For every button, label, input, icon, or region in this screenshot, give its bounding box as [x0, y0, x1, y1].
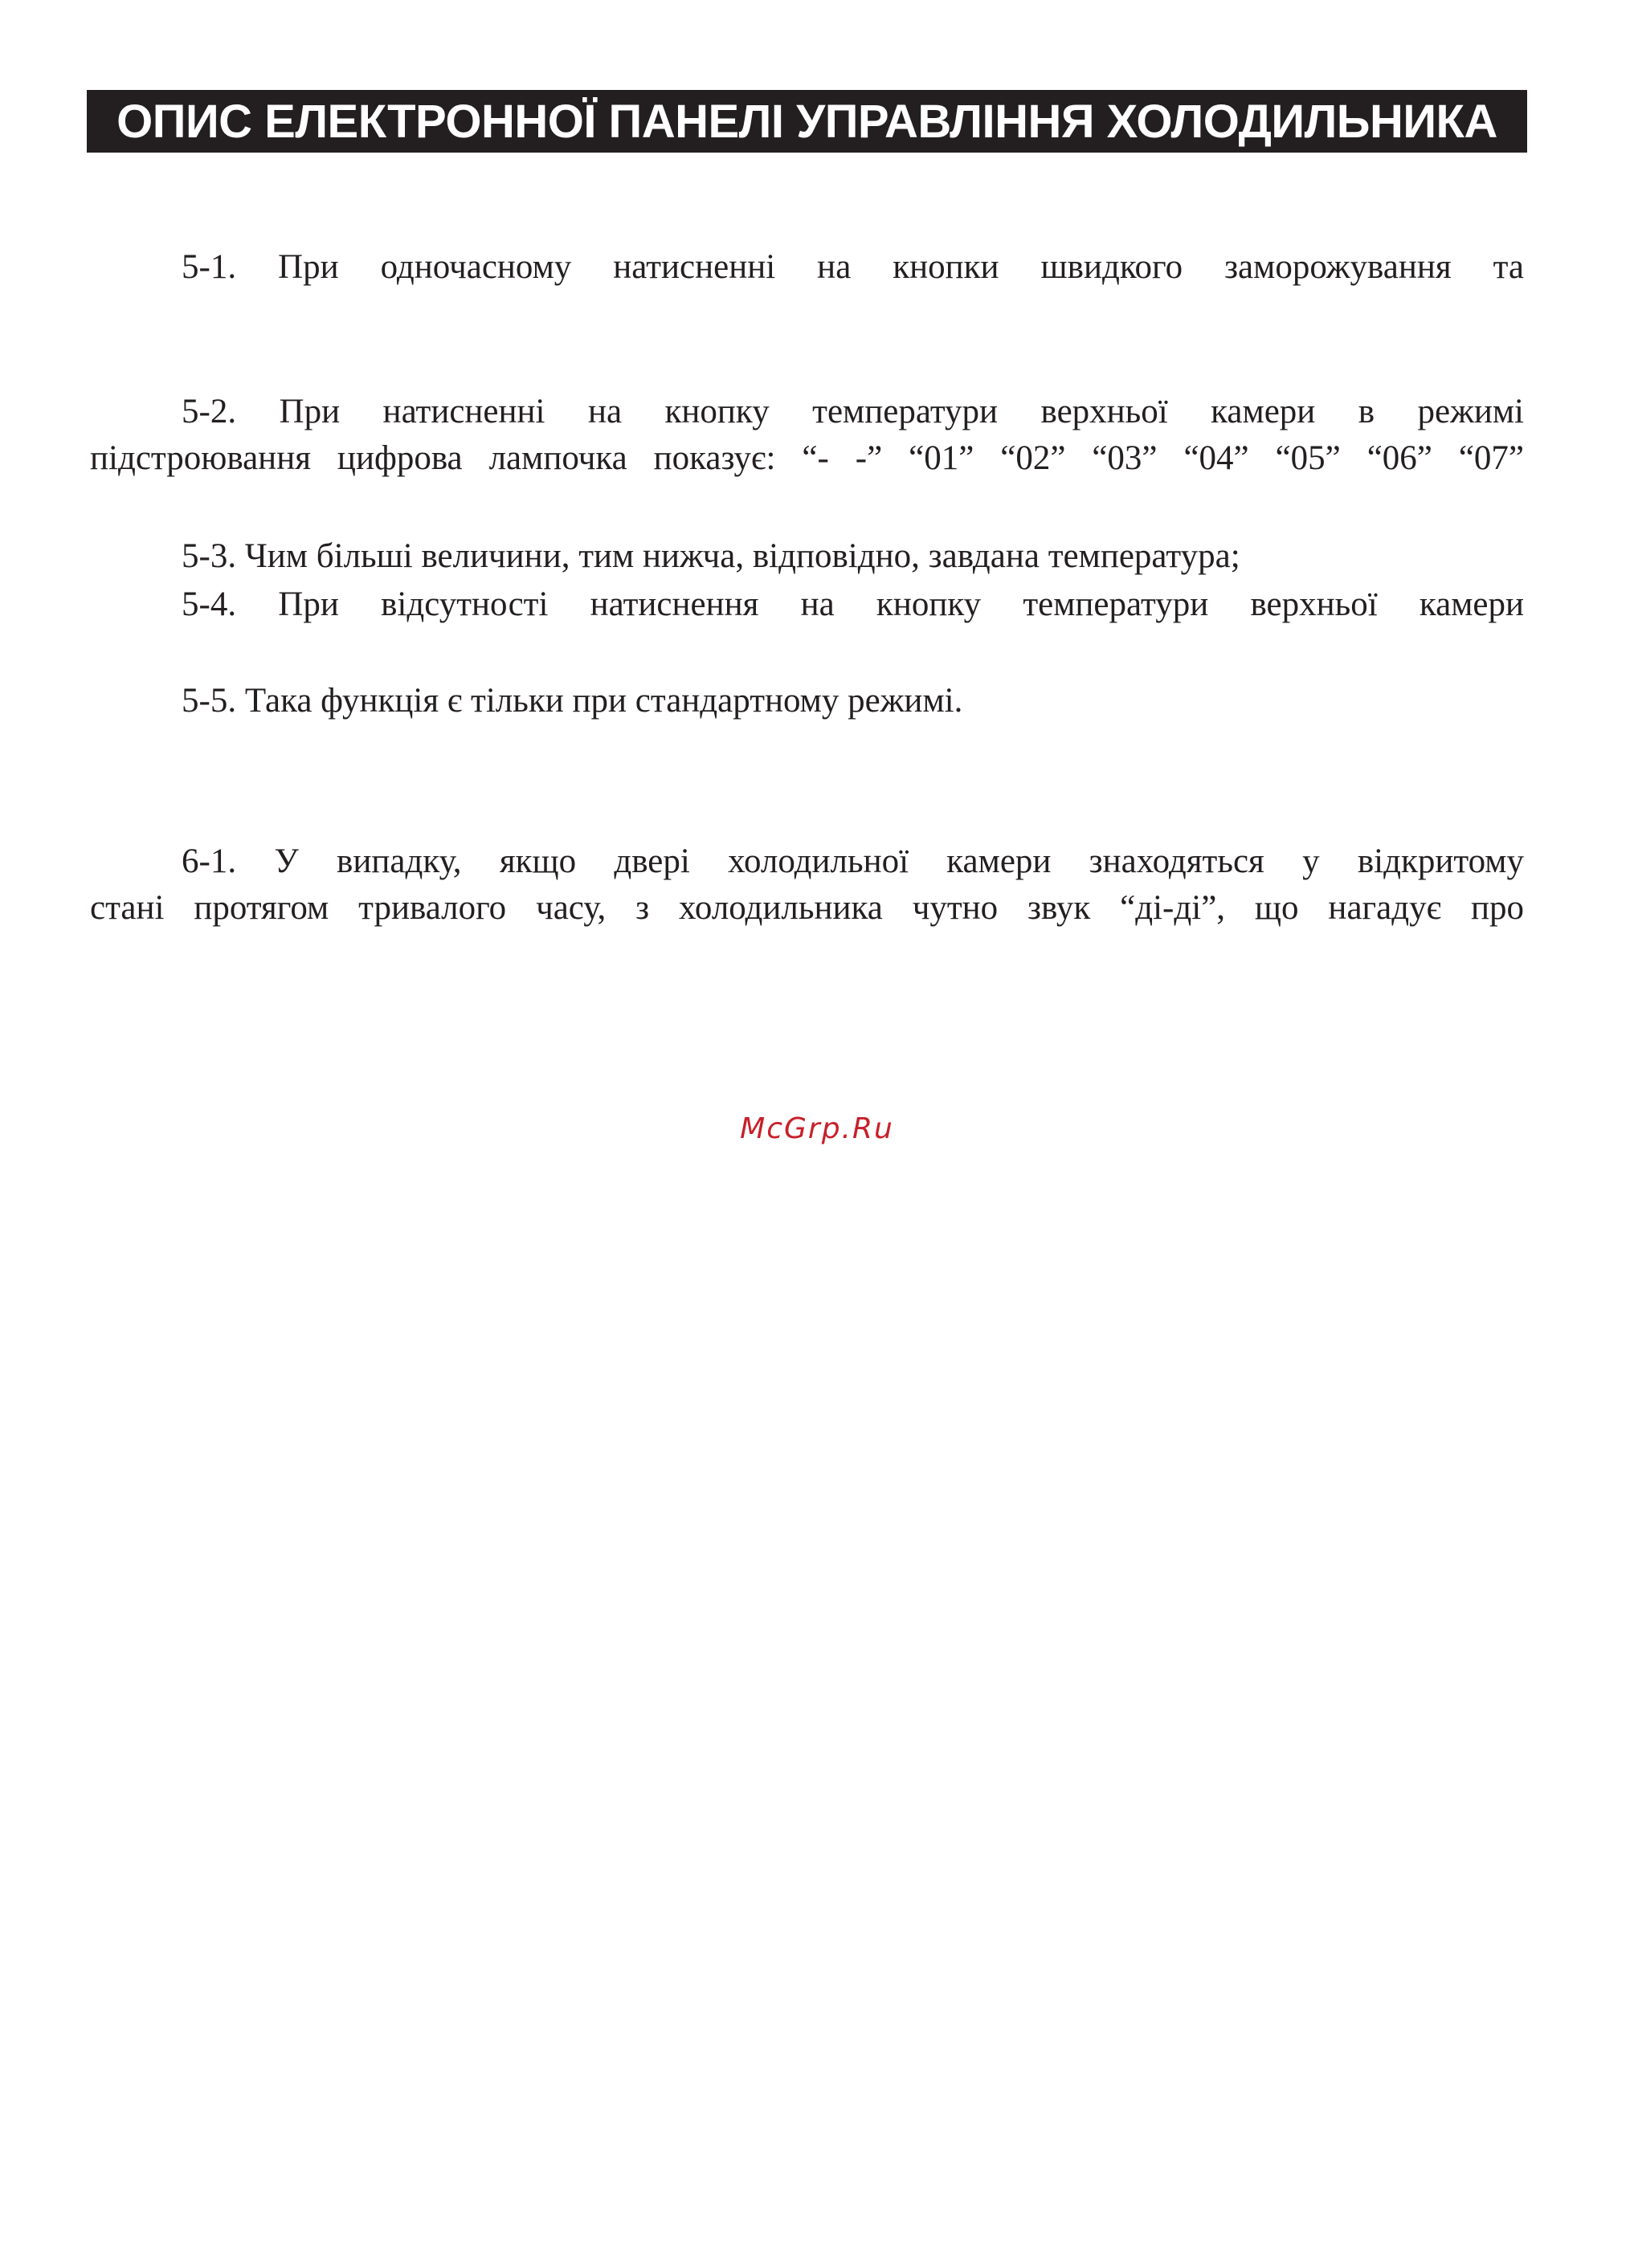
paragraph-line: стані протягом тривалого часу, з холодильника чутно звук “ді-ді”, що нагадує про [90, 889, 1524, 927]
section-header-bar [87, 90, 1527, 153]
paragraph-line: підстроювання цифрова лампочка показує: “- -” “01” “02” “03” “04” “05” “06” “07” [90, 439, 1524, 477]
paragraph-line: 5-1. При одночасному натисненні на кнопки швидкого заморожування та [182, 248, 1524, 286]
paragraph-5-1 [90, 244, 1524, 291]
paragraph-line: 5-2. При натисненні на кнопку температури верхньої камери в режимі [182, 393, 1524, 430]
paragraph-5-3 [90, 533, 1524, 580]
paragraph-5-4 [90, 581, 1524, 628]
paragraph-line: 5-5. Така функція є тільки при стандартному режимі. [182, 682, 963, 720]
paragraph-6-1 [90, 838, 1524, 932]
paragraph-5-2 [90, 389, 1524, 482]
paragraph-line: 5-4. При відсутності натиснення на кнопку температури верхньої камери [182, 585, 1524, 623]
paragraph-line: 6-1. У випадку, якщо двері холодильної камери знаходяться у відкритому [182, 842, 1524, 880]
paragraph-line: 5-3. Чим більші величини, тим нижча, відповідно, завдана температура; [182, 537, 1240, 575]
watermark-text: McGrp.Ru [740, 1112, 894, 1145]
section-title: ОПИС ЕЛЕКТРОННОЇ ПАНЕЛІ УПРАВЛІННЯ ХОЛОДИЛЬНИКА [116, 95, 1497, 148]
paragraph-5-5 [90, 678, 1524, 724]
